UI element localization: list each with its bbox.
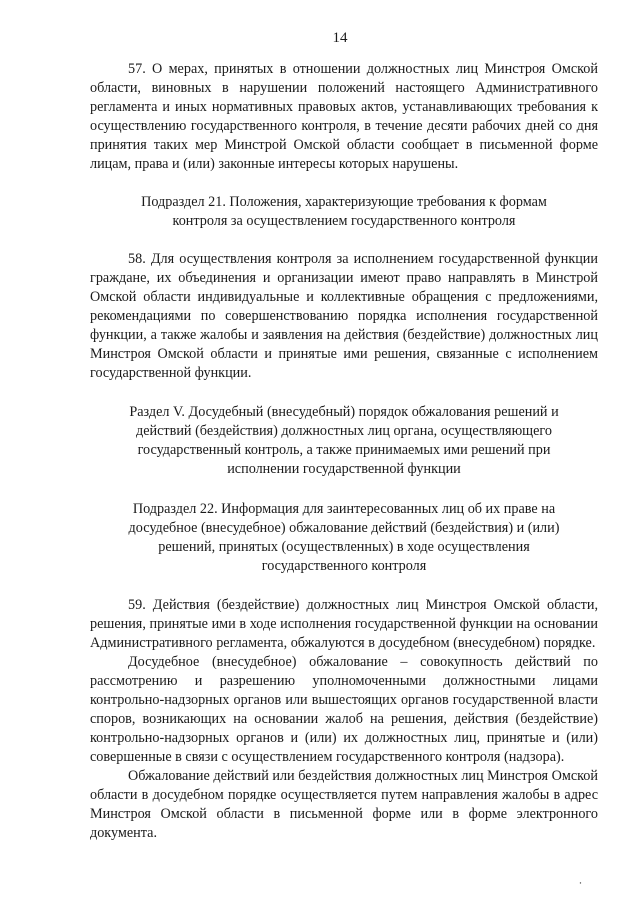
page-number: 14 <box>332 30 348 46</box>
paragraph-57: 57. О мерах, принятых в отношении должностных лиц Минстроя Омской области, виновных в нарушении положений настоящего Административного регламента и иных нормативных правовых актов, устанавливающих требования к осуществлению государственного контроля, в течение десяти рабочих дней со дня принятия таких мер Минстрой Омской области сообщает в письменной форме лицам, права и (или) законные интересы которых нарушены. <box>90 61 598 172</box>
subsection-21-heading: Подраздел 21. Положения, характеризующие требования к формам контроля за осуществлением государственного контроля <box>141 194 547 229</box>
paragraph-59-procedure: Обжалование действий или бездействия должностных лиц Минстроя Омской области в досудебном порядке осуществляется путем направления жалобы в адрес Минстроя Омской области в письменной форме или в форме электронного документа. <box>90 768 598 841</box>
section-5-heading: Раздел V. Досудебный (внесудебный) порядок обжалования решений и действий (бездействия) должностных лиц органа, осуществляющего государственный контроль, а также принимаемых ими решений при исполнении государственной функции <box>129 404 559 477</box>
paragraph-59: 59. Действия (бездействие) должностных лиц Минстроя Омской области, решения, принятые ими в ходе исполнения государственной функции на основании Административного регламента, обжалуются в досудебном (внесудебном) порядке. <box>90 597 598 651</box>
scan-mark: ⸱ <box>579 878 582 890</box>
paragraph-58: 58. Для осуществления контроля за исполнением государственной функции граждане, их объединения и организации имеют право направлять в Минстрой Омской области индивидуальные и коллективные обращения с предложениями, рекомендациями по совершенствованию порядка исполнения государственной функции, а также жалобы и заявления на действия (бездействие) должностных лиц Минстроя Омской области и принятые ими решения, связанные с исполнением государственной функции. <box>90 251 598 381</box>
subsection-22-heading: Подраздел 22. Информация для заинтересованных лиц об их праве на досудебное (внесудебное) обжалование действий (бездействия) и (или) решений, принятых (осуществленных) в ходе осуществления государственного контроля <box>128 501 560 574</box>
paragraph-59-definition: Досудебное (внесудебное) обжалование – совокупность действий по рассмотрению и разрешению уполномоченными должностными лицами контрольно-надзорных органов или вышестоящих органов государственной власти споров, возникающих на основании жалоб на решения, действия (бездействие) контрольно-надзорных органов и (или) их должностных лиц, принятые и (или) совершенные в связи с осуществлением государственного контроля (надзора). <box>90 654 598 765</box>
page-content <box>90 60 598 843</box>
